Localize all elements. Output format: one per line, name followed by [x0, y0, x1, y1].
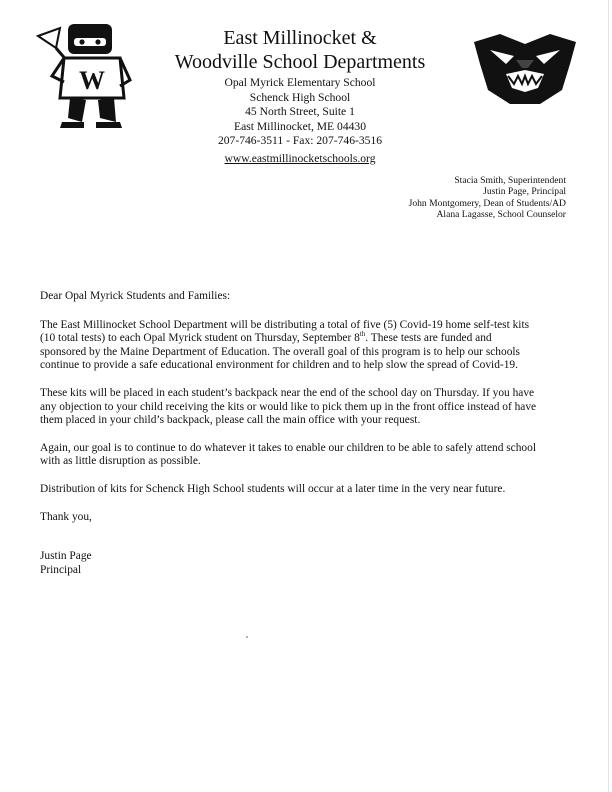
paragraph-1-text-a: The East Millinocket School Department will be distributing a total of five (5) Covid-19 home self-test kits (10 total tests) to each Opal Myrick student on Thursday, September 8: [40, 318, 530, 345]
paragraph-4: Distribution of kits for Schenck High School students will occur at a later time in the very near future.: [40, 482, 506, 495]
signer-title: Principal: [40, 563, 82, 576]
city-address: East Millinocket, ME 04430: [233, 119, 367, 133]
district-name-line2: Woodville School Departments: [174, 51, 426, 73]
page-edge: [608, 0, 609, 792]
paragraph-3: Again, our goal is to continue to do whatever it takes to enable our children to be able to safely attend school with as little disruption as possible.: [40, 441, 536, 468]
staff-dean: John Montgomery, Dean of Students/AD: [408, 197, 566, 209]
greeting: Dear Opal Myrick Students and Families:: [40, 290, 231, 302]
svg-text:W: W: [79, 66, 105, 95]
street-address: 45 North Street, Suite 1: [245, 105, 355, 119]
staff-principal: Justin Page, Principal: [483, 186, 566, 198]
staff-list: [326, 175, 566, 221]
school-name-elementary: Opal Myrick Elementary School: [224, 76, 376, 89]
paragraph-1-text-b: . These tests are funded and sponsored by the Maine Department of Education. The overall goal of this program is to help our schools continue to provide a safe educational environment for children and to help slow the spread of Covid-19.: [40, 332, 520, 372]
staff-superintendent: Stacia Smith, Superintendent: [454, 175, 566, 186]
staff-counselor: Alana Lagasse, School Counselor: [436, 209, 566, 221]
ordinal-suffix: th: [359, 330, 366, 339]
wolverine-logo: [470, 30, 580, 108]
scan-speck: [246, 636, 248, 638]
letterhead: [150, 26, 450, 167]
website-link[interactable]: www.eastmillinocketschools.org: [224, 151, 376, 165]
signer-name: Justin Page: [40, 550, 92, 563]
mascot-w-logo: [34, 18, 134, 130]
district-name-line1: East Millinocket &: [223, 27, 377, 49]
phone-fax: 207-746-3511 - Fax: 207-746-3516: [217, 134, 383, 148]
letter-body: [40, 290, 540, 577]
paragraph-2: These kits will be placed in each student’s backpack near the end of the school day on Thursday. If you have any objection to your child receiving the kits or would like to pick them up in the front office instead of have them placed in your child’s backpack, please call the main office with your request.: [40, 386, 537, 427]
school-name-high: Schenck High School: [249, 90, 351, 104]
closing: Thank you,: [40, 510, 92, 523]
paragraph-1: [40, 319, 540, 373]
